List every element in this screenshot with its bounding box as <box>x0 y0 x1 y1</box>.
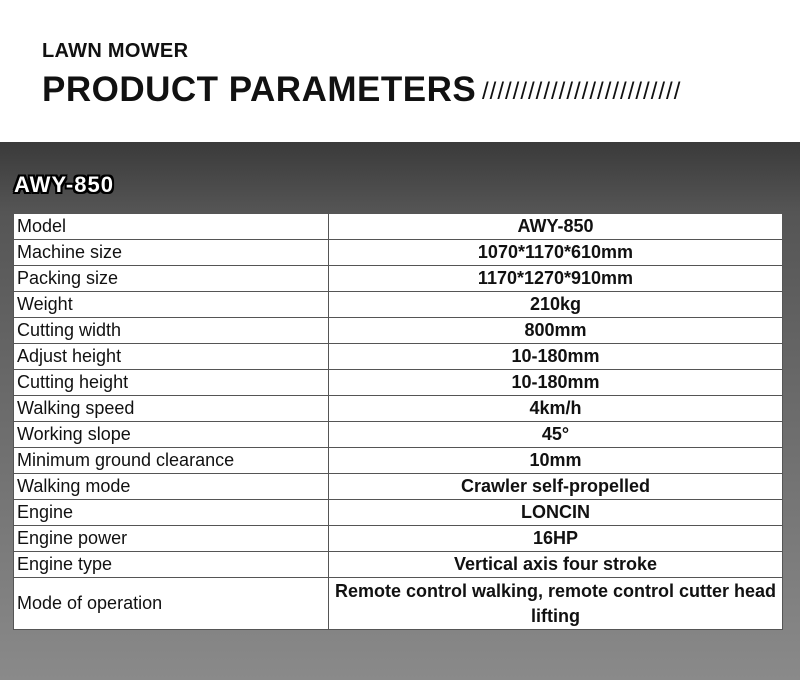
table-row <box>14 344 783 370</box>
param-label: Walking speed <box>14 396 329 422</box>
param-label: Machine size <box>14 240 329 266</box>
param-value: 4km/h <box>329 396 783 422</box>
table-row <box>14 396 783 422</box>
param-value: Remote control walking, remote control cutter head lifting <box>329 578 783 630</box>
model-badge: AWY-850 <box>14 172 114 197</box>
param-label: Minimum ground clearance <box>14 448 329 474</box>
parameters-table <box>13 213 783 630</box>
param-label: Engine <box>14 500 329 526</box>
table-row <box>14 500 783 526</box>
param-label: Working slope <box>14 422 329 448</box>
param-value: 10mm <box>329 448 783 474</box>
slash-decoration: ////////////////////////// <box>482 78 682 105</box>
table-row <box>14 448 783 474</box>
table-row <box>14 214 783 240</box>
param-value: 210kg <box>329 292 783 318</box>
product-category: LAWN MOWER <box>42 40 189 62</box>
param-label: Cutting height <box>14 370 329 396</box>
param-value: 45° <box>329 422 783 448</box>
param-label: Engine type <box>14 552 329 578</box>
param-label: Mode of operation <box>14 578 329 630</box>
table-row <box>14 370 783 396</box>
param-value: LONCIN <box>329 500 783 526</box>
param-value: Crawler self-propelled <box>329 474 783 500</box>
table-row <box>14 474 783 500</box>
param-value: 16HP <box>329 526 783 552</box>
table-row <box>14 552 783 578</box>
page-title: PRODUCT PARAMETERS <box>42 70 477 109</box>
param-label: Weight <box>14 292 329 318</box>
table-row <box>14 578 783 630</box>
param-value: 800mm <box>329 318 783 344</box>
param-value: 10-180mm <box>329 370 783 396</box>
param-label: Adjust height <box>14 344 329 370</box>
param-label: Engine power <box>14 526 329 552</box>
table-row <box>14 318 783 344</box>
param-label: Model <box>14 214 329 240</box>
param-value: 1070*1170*610mm <box>329 240 783 266</box>
param-label: Packing size <box>14 266 329 292</box>
header-section <box>0 0 800 142</box>
table-row <box>14 266 783 292</box>
param-value: 10-180mm <box>329 344 783 370</box>
table-row <box>14 422 783 448</box>
param-label: Walking mode <box>14 474 329 500</box>
param-value: 1170*1270*910mm <box>329 266 783 292</box>
param-label: Cutting width <box>14 318 329 344</box>
table-row <box>14 526 783 552</box>
table-row <box>14 292 783 318</box>
param-value: AWY-850 <box>329 214 783 240</box>
table-row <box>14 240 783 266</box>
param-value: Vertical axis four stroke <box>329 552 783 578</box>
